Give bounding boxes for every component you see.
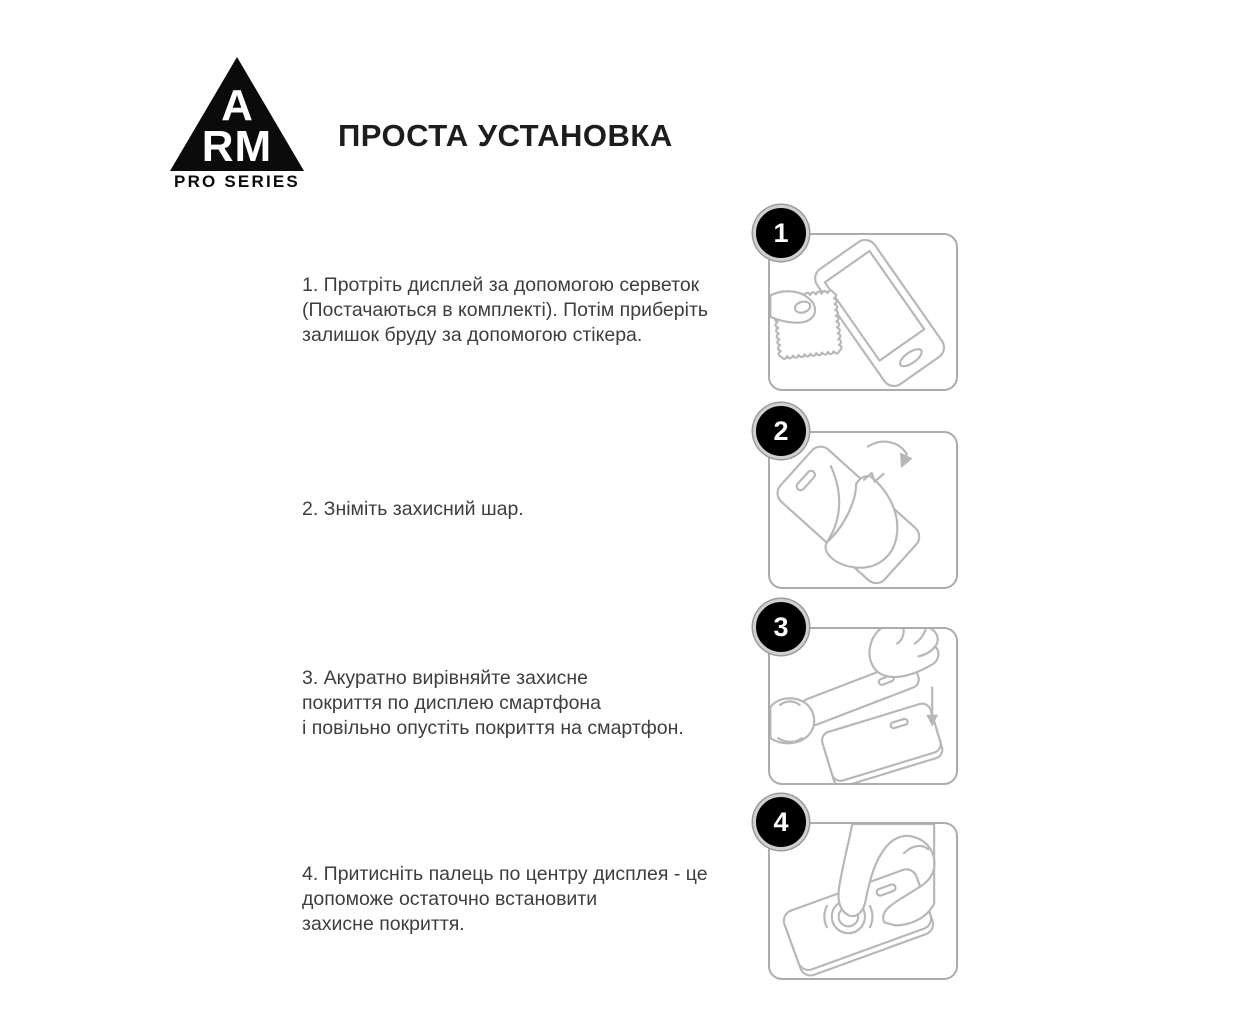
step-4-line-1: 4. Притисніть палець по центру дисплея - це — [302, 863, 708, 885]
press-center-illustration — [770, 824, 956, 978]
step-1-line-3: залишок бруду за допомогою стікера. — [302, 324, 643, 346]
arm-logo-triangle-icon — [169, 55, 305, 173]
step-3-line-1: 3. Акуратно вирівняйте захисне — [302, 667, 588, 689]
step-3-line-2: покриття по дисплею смартфона — [302, 692, 602, 714]
step-1-number: 1 — [773, 217, 789, 248]
step-4-illustration-panel — [768, 822, 958, 980]
curved-arrow-icon — [868, 442, 913, 468]
arm-logo — [169, 55, 305, 191]
wipe-display-illustration — [770, 235, 956, 389]
step-1-line-2: (Постачаються в комплекті). Потім приберіть — [302, 299, 709, 321]
step-1-text — [302, 273, 762, 348]
step-1-line-1: 1. Протріть дисплей за допомогою серветок — [302, 274, 700, 296]
peel-layer-illustration — [770, 433, 956, 587]
step-2-number: 2 — [773, 415, 789, 446]
step-2-illustration-panel — [768, 431, 958, 589]
logo-letters-rm: RM — [201, 122, 273, 171]
step-4-number: 4 — [773, 806, 789, 837]
step-3-illustration-panel — [768, 627, 958, 785]
pressing-hand-icon — [838, 824, 934, 925]
step-3-text — [302, 666, 762, 741]
step-3-number: 3 — [773, 611, 789, 642]
page-title: ПРОСТА УСТАНОВКА — [338, 118, 673, 153]
step-4-badge — [753, 794, 809, 850]
step-2-text — [302, 497, 762, 522]
step-1-badge — [753, 205, 809, 261]
align-cover-illustration — [770, 629, 956, 783]
step-3-line-3: і повільно опустіть покриття на смартфон. — [302, 717, 684, 739]
right-hand-icon — [870, 629, 939, 677]
step-4-line-2: допоможе остаточно встановити — [302, 888, 598, 910]
step-4-line-3: захисне покриття. — [302, 913, 465, 935]
left-hand-icon — [770, 698, 814, 743]
logo-letter-a: A — [221, 81, 253, 130]
step-2-badge — [753, 403, 809, 459]
step-1-illustration-panel — [768, 233, 958, 391]
logo-pro-series-label: PRO SERIES — [174, 172, 300, 191]
step-4-text — [302, 862, 762, 937]
step-3-badge — [753, 599, 809, 655]
step-2-line-1: 2. Зніміть захисний шар. — [302, 498, 524, 520]
